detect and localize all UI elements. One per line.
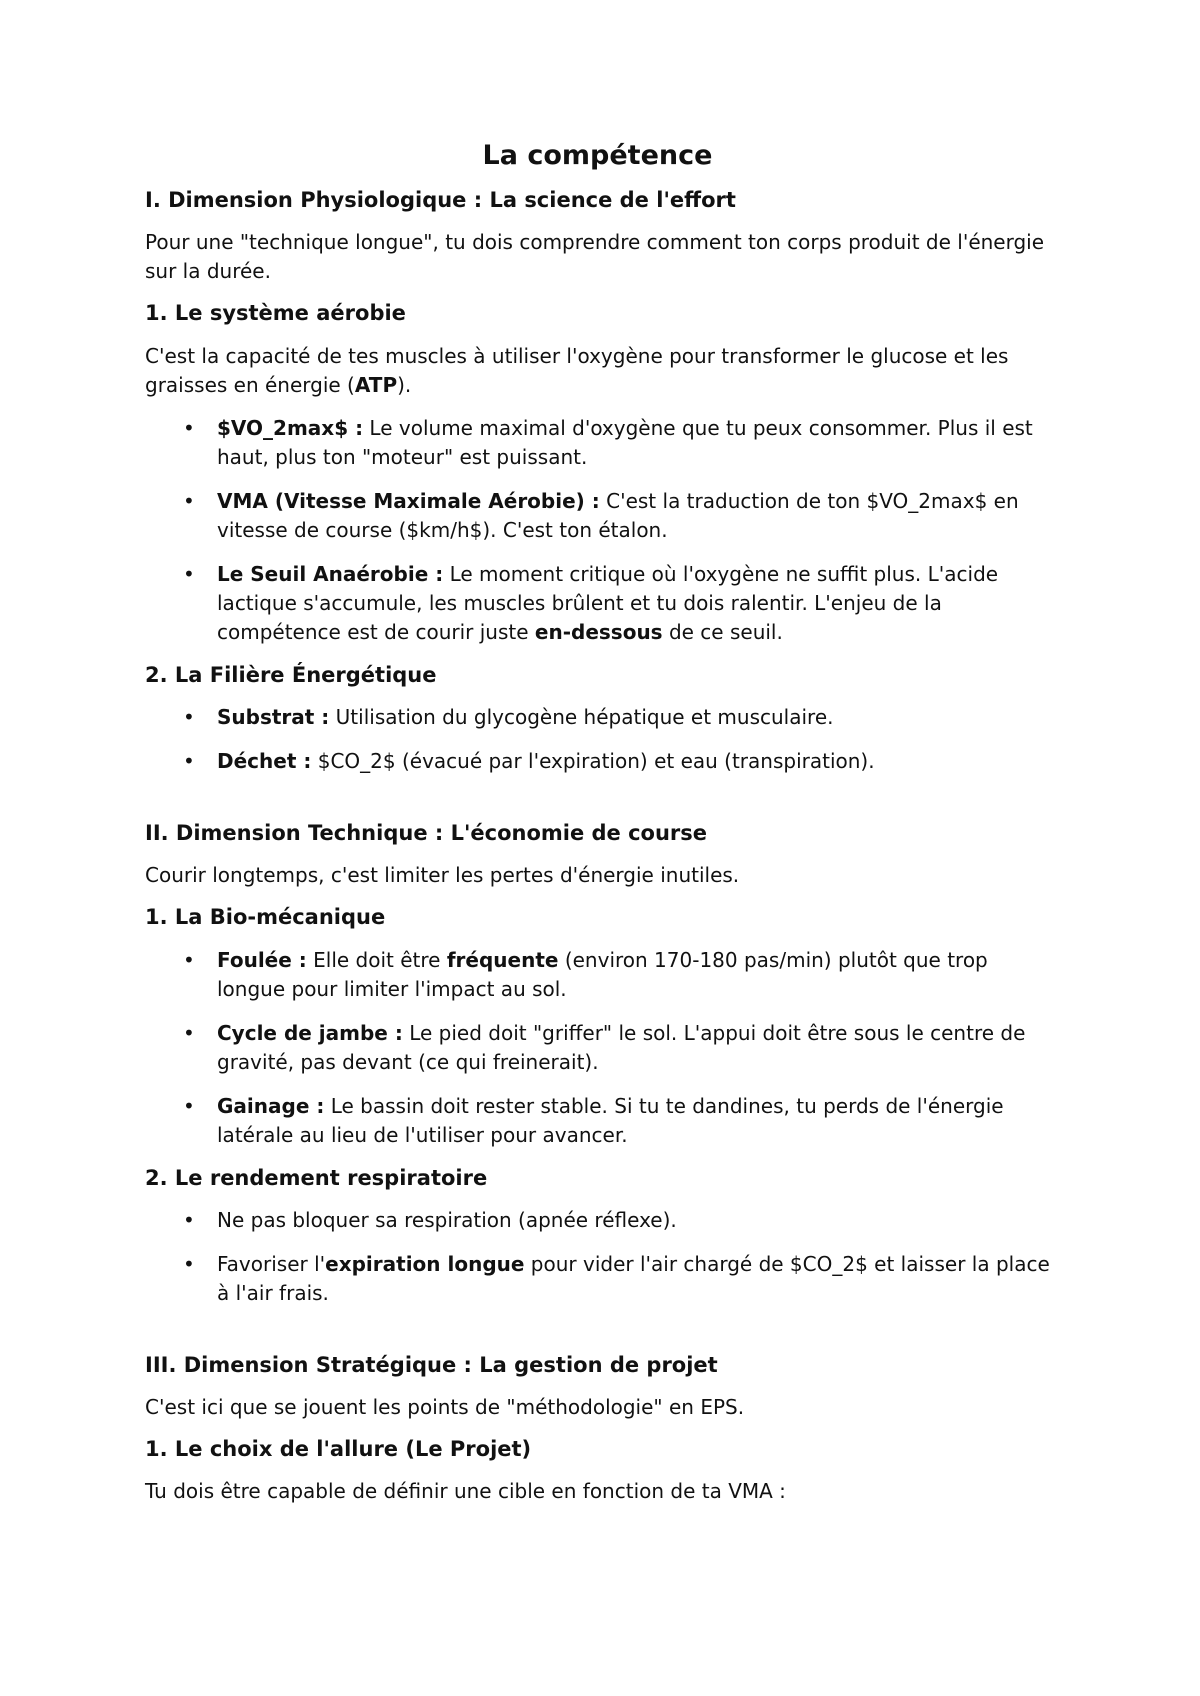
subsection-heading-filiere: 2. La Filière Énergétique	[145, 662, 437, 687]
bullet-list	[145, 414, 1050, 647]
paragraph-allure: Tu dois être capable de définir une cible en fonction de ta VMA :	[145, 1479, 786, 1504]
bullet-list	[145, 1206, 1050, 1308]
subsection-heading-aerobie: 1. Le système aérobie	[145, 301, 406, 326]
list-item: • Cycle de jambe : Le pied doit "griffer" le sol. L'appui doit être sous le centre de gravité, pas devant (ce qui freinerait).	[217, 1019, 1050, 1077]
section-intro: C'est ici que se jouent les points de "méthodologie" en EPS.	[145, 1395, 745, 1420]
list-item: • Substrat : Utilisation du glycogène hépatique et musculaire.	[217, 703, 1050, 732]
document-title: La compétence	[482, 140, 713, 171]
list-item: • Favoriser l'expiration longue pour vider l'air chargé de $CO_2$ et laisser la place à l'air frais.	[217, 1250, 1050, 1308]
paragraph-aerobie: C'est la capacité de tes muscles à utiliser l'oxygène pour transformer le glucose et les graisses en énergie (ATP).	[145, 343, 1009, 397]
list-item: • Le Seuil Anaérobie : Le moment critique où l'oxygène ne suffit plus. L'acide lactique s'accumule, les muscles brûlent et tu dois ralentir. L'enjeu de la compétence est de courir juste en-dessous de ce seuil.	[217, 560, 1050, 647]
bullet-list	[145, 946, 1050, 1150]
section-heading-physiologique: I. Dimension Physiologique : La science de l'effort	[145, 188, 736, 213]
list-item: • Déchet : $CO_2$ (évacué par l'expiration) et eau (transpiration).	[217, 747, 1050, 776]
section-intro: Courir longtemps, c'est limiter les pertes d'énergie inutiles.	[145, 863, 740, 888]
section-intro: Pour une "technique longue", tu dois comprendre comment ton corps produit de l'énergie sur la durée.	[145, 230, 1045, 284]
subsection-heading-allure: 1. Le choix de l'allure (Le Projet)	[145, 1437, 532, 1462]
list-item: • Ne pas bloquer sa respiration (apnée réflexe).	[217, 1206, 1050, 1235]
list-item: • $VO_2max$ : Le volume maximal d'oxygène que tu peux consommer. Plus il est haut, plus ton "moteur" est puissant.	[217, 414, 1050, 472]
subsection-heading-respiratoire: 2. Le rendement respiratoire	[145, 1165, 488, 1190]
list-item: • VMA (Vitesse Maximale Aérobie) : C'est la traduction de ton $VO_2max$ en vitesse de course ($km/h$). C'est ton étalon.	[217, 487, 1050, 545]
section-heading-technique: II. Dimension Technique : L'économie de course	[145, 820, 708, 845]
subsection-heading-biomecanique: 1. La Bio-mécanique	[145, 905, 386, 930]
section-heading-strategique: III. Dimension Stratégique : La gestion de projet	[145, 1352, 718, 1377]
list-item: • Foulée : Elle doit être fréquente (environ 170-180 pas/min) plutôt que trop longue pour limiter l'impact au sol.	[217, 946, 1050, 1004]
bullet-list	[145, 703, 1050, 776]
list-item: • Gainage : Le bassin doit rester stable. Si tu te dandines, tu perds de l'énergie latérale au lieu de l'utiliser pour avancer.	[217, 1092, 1050, 1150]
